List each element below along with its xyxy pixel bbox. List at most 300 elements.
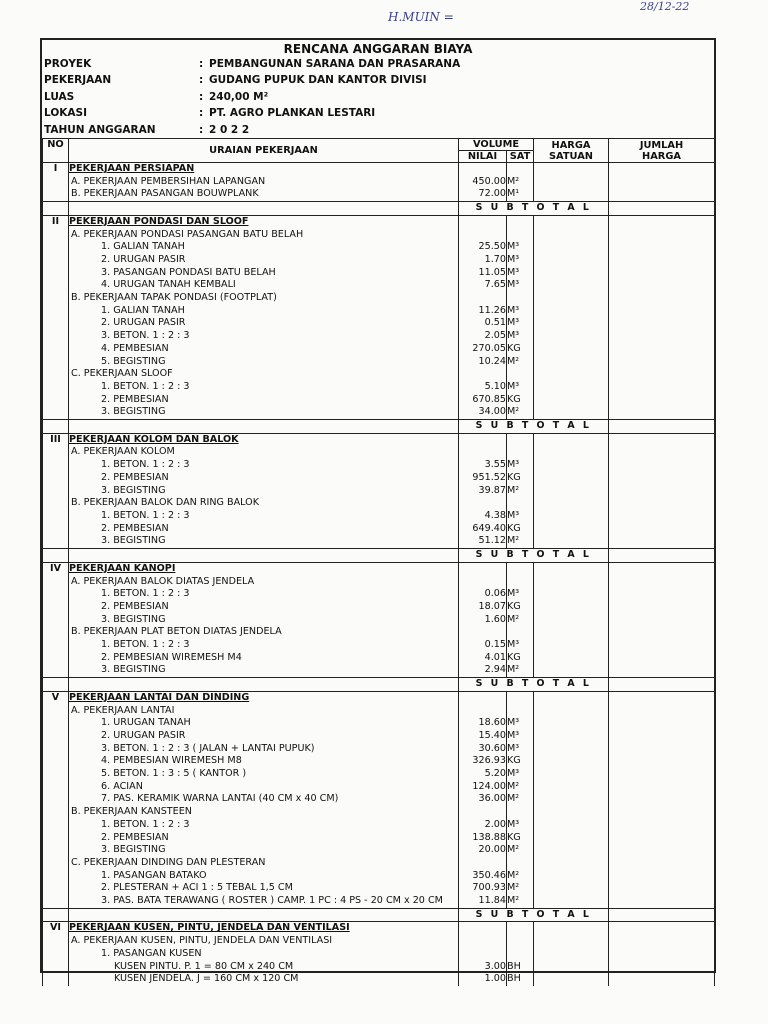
row-volume-nilai: 7.65 bbox=[459, 279, 507, 292]
row-volume-nilai: 0.06 bbox=[459, 588, 507, 601]
item-row bbox=[43, 781, 715, 794]
row-harga-satuan bbox=[534, 485, 609, 498]
item-row bbox=[43, 743, 715, 756]
item-row bbox=[43, 639, 715, 652]
row-description: 4. URUGAN TANAH KEMBALI bbox=[69, 279, 459, 292]
row-volume-sat: M³ bbox=[507, 241, 534, 254]
row-no bbox=[43, 241, 69, 254]
row-jumlah-harga bbox=[609, 368, 715, 381]
row-volume-sat bbox=[507, 433, 534, 446]
row-harga-satuan bbox=[534, 330, 609, 343]
row-volume-sat: KG bbox=[507, 523, 534, 536]
row-jumlah-harga bbox=[609, 576, 715, 589]
row-jumlah-harga bbox=[609, 973, 715, 986]
row-jumlah-harga bbox=[609, 317, 715, 330]
row-harga-satuan bbox=[534, 535, 609, 548]
row-harga-satuan bbox=[534, 433, 609, 446]
row-no bbox=[43, 510, 69, 523]
row-volume-nilai: 649.40 bbox=[459, 523, 507, 536]
item-row bbox=[43, 267, 715, 280]
row-jumlah-harga bbox=[609, 176, 715, 189]
row-no bbox=[43, 588, 69, 601]
row-volume-sat: M² bbox=[507, 870, 534, 883]
item-row bbox=[43, 601, 715, 614]
row-harga-satuan bbox=[534, 639, 609, 652]
row-volume-sat: M³ bbox=[507, 510, 534, 523]
row-no bbox=[43, 768, 69, 781]
row-volume-sat bbox=[507, 626, 534, 639]
row-jumlah-harga bbox=[609, 870, 715, 883]
row-volume-nilai bbox=[459, 163, 507, 176]
info-value: GUDANG PUPUK DAN KANTOR DIVISI bbox=[209, 74, 427, 87]
row-jumlah-harga bbox=[609, 523, 715, 536]
row-no bbox=[43, 229, 69, 242]
row-description: 3. BEGISTING bbox=[69, 844, 459, 857]
row-harga-satuan bbox=[534, 730, 609, 743]
budget-table bbox=[42, 138, 715, 986]
row-no bbox=[43, 652, 69, 665]
row-volume-nilai bbox=[459, 705, 507, 718]
row-volume-sat bbox=[507, 292, 534, 305]
row-no bbox=[43, 870, 69, 883]
row-description: 6. ACIAN bbox=[69, 781, 459, 794]
row-harga-satuan bbox=[534, 406, 609, 419]
row-harga-satuan bbox=[534, 317, 609, 330]
row-harga-satuan bbox=[534, 241, 609, 254]
row-jumlah-harga bbox=[609, 446, 715, 459]
row-harga-satuan bbox=[534, 755, 609, 768]
row-jumlah-harga bbox=[609, 343, 715, 356]
row-description: A. PEKERJAAN PONDASI PASANGAN BATU BELAH bbox=[69, 229, 459, 242]
subtotal-row bbox=[43, 549, 715, 563]
row-description: 5. BETON. 1 : 3 : 5 ( KANTOR ) bbox=[69, 768, 459, 781]
row-volume-sat: BH bbox=[507, 973, 534, 986]
row-description: 1. BETON. 1 : 2 : 3 bbox=[69, 510, 459, 523]
item-row bbox=[43, 523, 715, 536]
row-harga-satuan bbox=[534, 254, 609, 267]
row-harga-satuan bbox=[534, 626, 609, 639]
row-jumlah-harga bbox=[609, 588, 715, 601]
row-description: 1. BETON. 1 : 2 : 3 bbox=[69, 459, 459, 472]
row-jumlah-harga bbox=[609, 485, 715, 498]
row-no bbox=[43, 535, 69, 548]
row-volume-nilai: 138.88 bbox=[459, 832, 507, 845]
row-jumlah-harga bbox=[609, 935, 715, 948]
row-volume-sat: M³ bbox=[507, 317, 534, 330]
row-volume-nilai bbox=[459, 368, 507, 381]
row-volume-nilai: 700.93 bbox=[459, 882, 507, 895]
row-harga-satuan bbox=[534, 343, 609, 356]
row-description: PEKERJAAN PONDASI DAN SLOOF bbox=[69, 215, 459, 228]
row-harga-satuan bbox=[534, 691, 609, 704]
item-row bbox=[43, 343, 715, 356]
budget-sheet bbox=[40, 38, 716, 985]
row-volume-sat: M³ bbox=[507, 588, 534, 601]
row-description: 1. BETON. 1 : 2 : 3 bbox=[69, 588, 459, 601]
row-volume-nilai: 5.10 bbox=[459, 381, 507, 394]
row-no bbox=[43, 935, 69, 948]
row-description: C. PEKERJAAN SLOOF bbox=[69, 368, 459, 381]
item-row bbox=[43, 394, 715, 407]
row-no bbox=[43, 614, 69, 627]
row-no bbox=[43, 523, 69, 536]
row-volume-sat: M³ bbox=[507, 381, 534, 394]
subtotal-no-cell bbox=[43, 549, 69, 563]
row-volume-nilai: 2.05 bbox=[459, 330, 507, 343]
row-no bbox=[43, 305, 69, 318]
item-row bbox=[43, 446, 715, 459]
row-harga-satuan bbox=[534, 381, 609, 394]
item-row bbox=[43, 819, 715, 832]
row-volume-sat: M² bbox=[507, 781, 534, 794]
row-jumlah-harga bbox=[609, 188, 715, 201]
row-volume-nilai bbox=[459, 626, 507, 639]
row-no: III bbox=[43, 433, 69, 446]
section-row bbox=[43, 433, 715, 446]
item-row bbox=[43, 176, 715, 189]
row-volume-sat: KG bbox=[507, 343, 534, 356]
row-volume-sat: M³ bbox=[507, 254, 534, 267]
row-description: KUSEN JENDELA. J = 160 CM x 120 CM bbox=[69, 973, 459, 986]
row-volume-nilai: 326.93 bbox=[459, 755, 507, 768]
subtotal-label: S U B T O T A L bbox=[459, 678, 609, 692]
item-row bbox=[43, 472, 715, 485]
row-volume-nilai: 270.05 bbox=[459, 343, 507, 356]
row-description: 2. PEMBESIAN bbox=[69, 832, 459, 845]
row-jumlah-harga bbox=[609, 459, 715, 472]
row-jumlah-harga bbox=[609, 882, 715, 895]
row-description: PEKERJAAN KUSEN, PINTU, JENDELA DAN VENTILASI bbox=[69, 922, 459, 935]
row-harga-satuan bbox=[534, 588, 609, 601]
item-row bbox=[43, 705, 715, 718]
row-harga-satuan bbox=[534, 973, 609, 986]
row-jumlah-harga bbox=[609, 639, 715, 652]
row-volume-sat: M³ bbox=[507, 768, 534, 781]
row-jumlah-harga bbox=[609, 832, 715, 845]
row-volume-sat bbox=[507, 562, 534, 575]
subtotal-amount-cell bbox=[609, 678, 715, 692]
row-volume-nilai: 39.87 bbox=[459, 485, 507, 498]
row-no bbox=[43, 394, 69, 407]
row-no bbox=[43, 601, 69, 614]
project-info bbox=[42, 56, 714, 138]
row-jumlah-harga bbox=[609, 614, 715, 627]
row-volume-sat: M³ bbox=[507, 743, 534, 756]
row-description: B. PEKERJAAN KANSTEEN bbox=[69, 806, 459, 819]
info-colon: : bbox=[199, 58, 204, 70]
row-description: KUSEN PINTU. P. 1 = 80 CM x 240 CM bbox=[69, 961, 459, 974]
row-no bbox=[43, 705, 69, 718]
info-label: LUAS bbox=[44, 90, 75, 103]
row-volume-sat: M³ bbox=[507, 639, 534, 652]
row-volume-nilai bbox=[459, 229, 507, 242]
row-volume-nilai: 670.85 bbox=[459, 394, 507, 407]
row-no bbox=[43, 730, 69, 743]
row-no bbox=[43, 857, 69, 870]
row-volume-sat: KG bbox=[507, 652, 534, 665]
header-harga-line1: HARGA bbox=[551, 139, 591, 151]
row-volume-nilai bbox=[459, 922, 507, 935]
info-row bbox=[42, 122, 714, 138]
row-harga-satuan bbox=[534, 614, 609, 627]
row-description: B. PEKERJAAN PASANGAN BOUWPLANK bbox=[69, 188, 459, 201]
row-volume-nilai: 11.05 bbox=[459, 267, 507, 280]
row-no bbox=[43, 406, 69, 419]
row-no bbox=[43, 472, 69, 485]
row-volume-nilai: 450.00 bbox=[459, 176, 507, 189]
row-description: 3. BEGISTING bbox=[69, 614, 459, 627]
row-harga-satuan bbox=[534, 844, 609, 857]
row-no bbox=[43, 292, 69, 305]
row-volume-sat bbox=[507, 229, 534, 242]
row-description: 1. URUGAN TANAH bbox=[69, 717, 459, 730]
row-volume-nilai: 3.55 bbox=[459, 459, 507, 472]
row-harga-satuan bbox=[534, 497, 609, 510]
row-no bbox=[43, 844, 69, 857]
row-no bbox=[43, 576, 69, 589]
info-colon: : bbox=[199, 74, 204, 87]
row-volume-sat: M³ bbox=[507, 305, 534, 318]
row-jumlah-harga bbox=[609, 652, 715, 665]
row-jumlah-harga bbox=[609, 768, 715, 781]
row-no bbox=[43, 368, 69, 381]
row-no bbox=[43, 973, 69, 986]
subtotal-desc-cell bbox=[69, 420, 459, 434]
item-row bbox=[43, 229, 715, 242]
row-volume-sat: M² bbox=[507, 882, 534, 895]
row-description: A. PEKERJAAN KOLOM bbox=[69, 446, 459, 459]
row-volume-nilai: 30.60 bbox=[459, 743, 507, 756]
row-jumlah-harga bbox=[609, 664, 715, 677]
row-jumlah-harga bbox=[609, 267, 715, 280]
row-volume-sat: M³ bbox=[507, 717, 534, 730]
row-jumlah-harga bbox=[609, 857, 715, 870]
row-volume-nilai: 0.15 bbox=[459, 639, 507, 652]
row-no bbox=[43, 664, 69, 677]
subtotal-no-cell bbox=[43, 202, 69, 216]
row-description: A. PEKERJAAN BALOK DIATAS JENDELA bbox=[69, 576, 459, 589]
row-harga-satuan bbox=[534, 768, 609, 781]
row-volume-sat: M³ bbox=[507, 330, 534, 343]
row-harga-satuan bbox=[534, 935, 609, 948]
subtotal-label: S U B T O T A L bbox=[459, 202, 609, 216]
row-jumlah-harga bbox=[609, 844, 715, 857]
row-volume-nilai: 36.00 bbox=[459, 793, 507, 806]
subtotal-row bbox=[43, 420, 715, 434]
row-no bbox=[43, 948, 69, 961]
subtotal-desc-cell bbox=[69, 908, 459, 922]
row-volume-nilai: 1.70 bbox=[459, 254, 507, 267]
row-description: B. PEKERJAAN PLAT BETON DIATAS JENDELA bbox=[69, 626, 459, 639]
row-volume-nilai: 951.52 bbox=[459, 472, 507, 485]
row-volume-sat: M³ bbox=[507, 267, 534, 280]
row-jumlah-harga bbox=[609, 948, 715, 961]
row-volume-nilai bbox=[459, 857, 507, 870]
row-volume-sat: M³ bbox=[507, 819, 534, 832]
row-volume-sat: M² bbox=[507, 844, 534, 857]
subtotal-desc-cell bbox=[69, 549, 459, 563]
subtotal-label: S U B T O T A L bbox=[459, 549, 609, 563]
row-no bbox=[43, 961, 69, 974]
row-volume-sat: M³ bbox=[507, 279, 534, 292]
row-volume-sat bbox=[507, 705, 534, 718]
info-colon: : bbox=[199, 107, 204, 120]
row-harga-satuan bbox=[534, 717, 609, 730]
row-no: IV bbox=[43, 562, 69, 575]
subtotal-no-cell bbox=[43, 908, 69, 922]
row-harga-satuan bbox=[534, 215, 609, 228]
header-jumlah-line1: JUMLAH bbox=[639, 139, 684, 151]
row-jumlah-harga bbox=[609, 819, 715, 832]
row-volume-sat bbox=[507, 368, 534, 381]
row-volume-nilai: 51.12 bbox=[459, 535, 507, 548]
subtotal-no-cell bbox=[43, 420, 69, 434]
row-no bbox=[43, 832, 69, 845]
item-row bbox=[43, 368, 715, 381]
section-row bbox=[43, 922, 715, 935]
row-jumlah-harga bbox=[609, 292, 715, 305]
row-description: 1. PASANGAN BATAKO bbox=[69, 870, 459, 883]
subtotal-amount-cell bbox=[609, 202, 715, 216]
subtotal-label: S U B T O T A L bbox=[459, 420, 609, 434]
row-volume-nilai: 72.00 bbox=[459, 188, 507, 201]
row-description: 4. PEMBESIAN bbox=[69, 343, 459, 356]
row-jumlah-harga bbox=[609, 895, 715, 908]
item-row bbox=[43, 305, 715, 318]
row-description: 1. BETON. 1 : 2 : 3 bbox=[69, 819, 459, 832]
row-volume-nilai bbox=[459, 433, 507, 446]
row-volume-nilai: 11.26 bbox=[459, 305, 507, 318]
row-jumlah-harga bbox=[609, 922, 715, 935]
row-description: 1. GALIAN TANAH bbox=[69, 305, 459, 318]
item-row bbox=[43, 717, 715, 730]
row-no: V bbox=[43, 691, 69, 704]
item-row bbox=[43, 730, 715, 743]
row-no bbox=[43, 459, 69, 472]
row-description: 2. PEMBESIAN bbox=[69, 472, 459, 485]
row-volume-nilai: 18.07 bbox=[459, 601, 507, 614]
header-harga-satuan bbox=[534, 139, 609, 163]
row-harga-satuan bbox=[534, 305, 609, 318]
row-harga-satuan bbox=[534, 601, 609, 614]
row-volume-sat: KG bbox=[507, 755, 534, 768]
header-jumlah-harga bbox=[609, 139, 715, 163]
row-harga-satuan bbox=[534, 664, 609, 677]
row-no bbox=[43, 330, 69, 343]
row-volume-nilai: 5.20 bbox=[459, 768, 507, 781]
row-volume-nilai: 18.60 bbox=[459, 717, 507, 730]
row-harga-satuan bbox=[534, 394, 609, 407]
row-no: VI bbox=[43, 922, 69, 935]
row-volume-sat bbox=[507, 215, 534, 228]
row-no bbox=[43, 317, 69, 330]
subtotal-desc-cell bbox=[69, 678, 459, 692]
row-volume-sat: BH bbox=[507, 961, 534, 974]
row-jumlah-harga bbox=[609, 215, 715, 228]
row-jumlah-harga bbox=[609, 305, 715, 318]
row-jumlah-harga bbox=[609, 961, 715, 974]
row-no bbox=[43, 819, 69, 832]
row-jumlah-harga bbox=[609, 743, 715, 756]
section-row bbox=[43, 215, 715, 228]
row-volume-nilai bbox=[459, 562, 507, 575]
row-volume-nilai: 20.00 bbox=[459, 844, 507, 857]
row-volume-nilai: 2.00 bbox=[459, 819, 507, 832]
row-jumlah-harga bbox=[609, 781, 715, 794]
row-volume-nilai: 25.50 bbox=[459, 241, 507, 254]
info-label: PROYEK bbox=[44, 58, 92, 70]
item-row bbox=[43, 806, 715, 819]
row-description: 4. PEMBESIAN WIREMESH M8 bbox=[69, 755, 459, 768]
row-volume-sat: M² bbox=[507, 664, 534, 677]
row-description: 3. BEGISTING bbox=[69, 535, 459, 548]
row-volume-nilai: 11.84 bbox=[459, 895, 507, 908]
row-harga-satuan bbox=[534, 705, 609, 718]
item-row bbox=[43, 497, 715, 510]
item-row bbox=[43, 857, 715, 870]
row-volume-sat: KG bbox=[507, 394, 534, 407]
section-row bbox=[43, 562, 715, 575]
row-harga-satuan bbox=[534, 510, 609, 523]
item-row bbox=[43, 241, 715, 254]
row-jumlah-harga bbox=[609, 497, 715, 510]
row-volume-sat: M² bbox=[507, 614, 534, 627]
row-jumlah-harga bbox=[609, 394, 715, 407]
row-no bbox=[43, 381, 69, 394]
row-description: B. PEKERJAAN TAPAK PONDASI (FOOTPLAT) bbox=[69, 292, 459, 305]
row-harga-satuan bbox=[534, 446, 609, 459]
header-volume: VOLUME bbox=[459, 139, 534, 151]
row-harga-satuan bbox=[534, 356, 609, 369]
row-description: 2. PEMBESIAN bbox=[69, 394, 459, 407]
row-no bbox=[43, 188, 69, 201]
row-volume-nilai bbox=[459, 576, 507, 589]
row-volume-sat: M² bbox=[507, 485, 534, 498]
subtotal-no-cell bbox=[43, 678, 69, 692]
row-description: 2. URUGAN PASIR bbox=[69, 730, 459, 743]
row-volume-nilai bbox=[459, 691, 507, 704]
row-description: 3. BEGISTING bbox=[69, 406, 459, 419]
row-jumlah-harga bbox=[609, 793, 715, 806]
row-description: 3. BETON. 1 : 2 : 3 bbox=[69, 330, 459, 343]
row-harga-satuan bbox=[534, 163, 609, 176]
row-jumlah-harga bbox=[609, 472, 715, 485]
info-colon: : bbox=[199, 90, 204, 103]
row-jumlah-harga bbox=[609, 406, 715, 419]
row-jumlah-harga bbox=[609, 433, 715, 446]
row-volume-nilai: 4.01 bbox=[459, 652, 507, 665]
row-description: A. PEKERJAAN KUSEN, PINTU, JENDELA DAN VENTILASI bbox=[69, 935, 459, 948]
row-no bbox=[43, 895, 69, 908]
info-row bbox=[42, 105, 714, 121]
row-description: 3. BEGISTING bbox=[69, 485, 459, 498]
row-description: PEKERJAAN PERSIAPAN bbox=[69, 163, 459, 176]
item-row bbox=[43, 626, 715, 639]
row-jumlah-harga bbox=[609, 755, 715, 768]
row-volume-sat bbox=[507, 857, 534, 870]
item-row bbox=[43, 895, 715, 908]
item-row bbox=[43, 652, 715, 665]
subtotal-row bbox=[43, 202, 715, 216]
row-volume-sat: M³ bbox=[507, 730, 534, 743]
subtotal-label: S U B T O T A L bbox=[459, 908, 609, 922]
item-row bbox=[43, 793, 715, 806]
section-row bbox=[43, 691, 715, 704]
item-row bbox=[43, 870, 715, 883]
row-description: 3. PAS. BATA TERAWANG ( ROSTER ) CAMP. 1 PC : 4 PS - 20 CM x 20 CM bbox=[69, 895, 459, 908]
item-row bbox=[43, 292, 715, 305]
item-row bbox=[43, 188, 715, 201]
